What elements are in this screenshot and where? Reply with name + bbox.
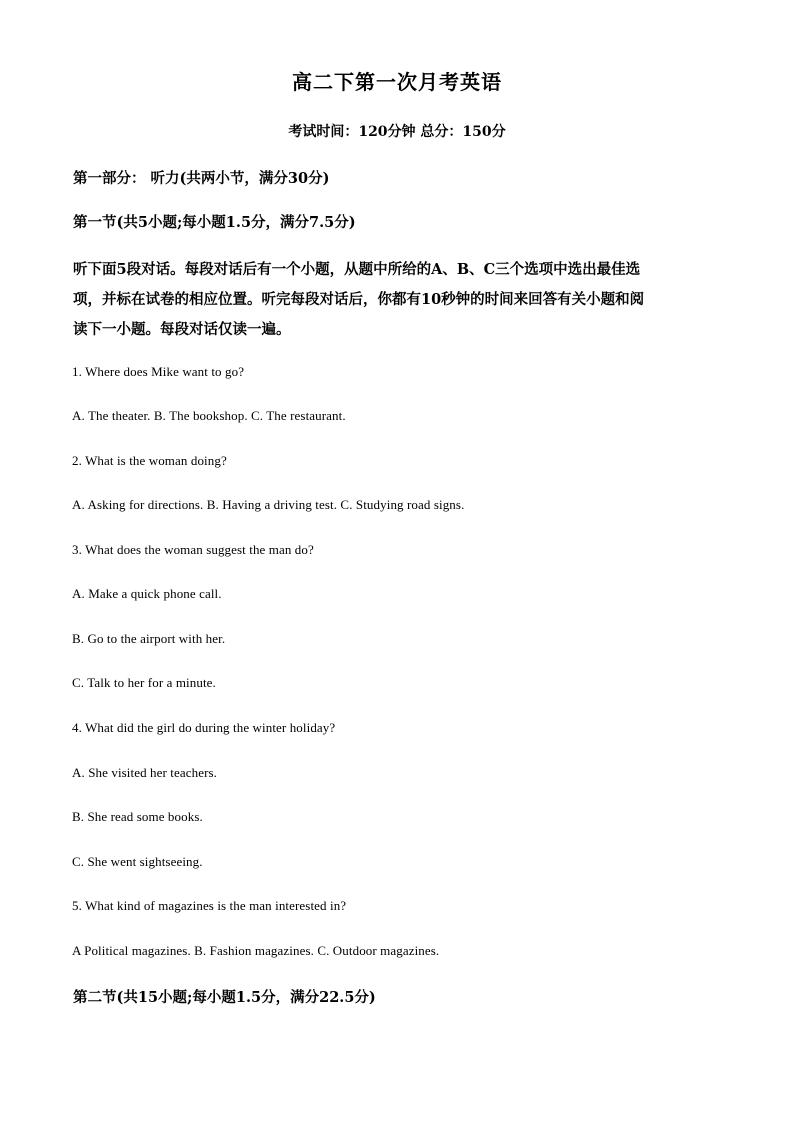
question-options: A. The theater. B. The bookshop. C. The restaurant. <box>72 408 346 423</box>
section2-heading: 第二节(共15小题;每小题1.5分，满分22.5分) <box>73 989 376 1006</box>
exam-info: 考试时间：120分钟 总分：150分 <box>288 124 506 140</box>
instructions-line: 读下一小题。每段对话仅读一遍。 <box>73 321 291 338</box>
question-stem: 4. What did the girl do during the winter holiday? <box>72 720 336 735</box>
part1-heading: 第一部分： 听力(共两小节，满分30分) <box>73 170 330 187</box>
question-option: C. Talk to her for a minute. <box>72 675 216 690</box>
question-option: B. She read some books. <box>72 809 203 824</box>
question-stem: 2. What is the woman doing? <box>72 453 227 468</box>
instructions-line: 听下面5段对话。每段对话后有一个小题，从题中所给的A、B、C三个选项中选出最佳选 <box>73 261 641 278</box>
question-option: A. She visited her teachers. <box>72 765 218 780</box>
question-stem: 3. What does the woman suggest the man do? <box>72 542 314 557</box>
question-options: A. Asking for directions. B. Having a driving test. C. Studying road signs. <box>72 497 465 512</box>
question-option: A. Make a quick phone call. <box>72 586 222 601</box>
instructions-line: 项，并标在试卷的相应位置。听完每段对话后，你都有10秒钟的时间来回答有关小题和阅 <box>73 291 645 308</box>
question-stem: 1. Where does Mike want to go? <box>72 364 245 379</box>
instructions-paragraph <box>73 255 713 345</box>
question-option: C. She went sightseeing. <box>72 854 203 869</box>
question-stem: 5. What kind of magazines is the man interested in? <box>72 898 347 913</box>
question-option: B. Go to the airport with her. <box>72 631 226 646</box>
page-title: 高二下第一次月考英语 <box>292 70 502 94</box>
question-options: A Political magazines. B. Fashion magazines. C. Outdoor magazines. <box>72 943 440 958</box>
section1-heading: 第一节(共5小题;每小题1.5分，满分7.5分) <box>73 214 356 231</box>
